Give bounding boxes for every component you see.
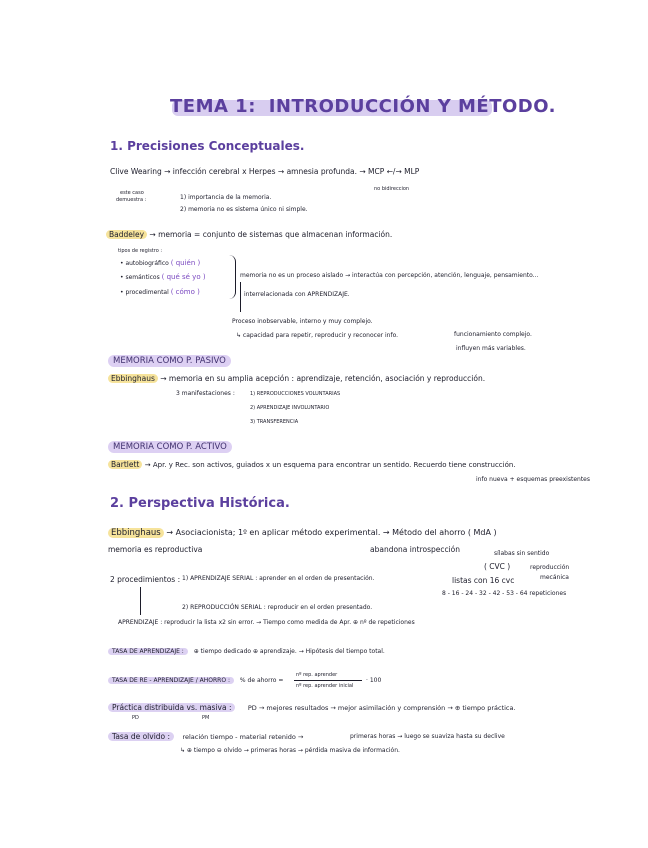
- pd-label: PD: [132, 715, 139, 721]
- activo-def: → Apr. y Rec. son activos, guiados x un esquema para encontrar un sentido. Recuerdo tiene construcción.: [144, 461, 516, 469]
- proceso-3: Proceso inobservable, interno y muy complejo.: [232, 318, 373, 325]
- bracket: [229, 255, 236, 299]
- tipos-registro: tipos de registro :: [118, 248, 163, 254]
- repro: reproducción: [530, 564, 570, 571]
- proc-connector: [140, 587, 141, 615]
- tasa-re: [108, 677, 283, 684]
- pasivo-def: → memoria en su amplia acepción : aprendizaje, retención, asociación y reproducción.: [160, 374, 486, 383]
- ebb-1: → Asociacionista; 1º en aplicar método experimental. → Método del ahorro ( MdA ): [166, 528, 497, 537]
- olvido-2: primeras horas → luego se suaviza hasta su declive: [350, 733, 505, 740]
- proceso-6: influyen más variables.: [456, 345, 526, 352]
- section1-heading: 1. Precisiones Conceptuales.: [110, 139, 305, 153]
- tasa-apr-label: TASA DE APRENDIZAJE :: [108, 648, 188, 655]
- olvido: [108, 732, 303, 741]
- pasivo-manif: 3 manifestaciones :: [176, 390, 235, 397]
- pasivo-m2: 2) APRENDIZAJE INVOLUNTARIO: [250, 405, 330, 411]
- demuestra: demuestra :: [116, 197, 147, 203]
- page-title: [170, 96, 556, 117]
- proc-label: 2 procedimientos :: [110, 575, 181, 584]
- tasa-apr: [108, 648, 385, 655]
- clive-line: Clive Wearing → infección cerebral x Herpes → amnesia profunda. → MCP ←/→ MLP: [110, 167, 420, 176]
- activo-line: [108, 460, 516, 469]
- practica-text: PD → mejores resultados → mejor asimilación y comprensión → ⊕ tiempo práctica.: [247, 704, 516, 712]
- tipo-3: • procedimental ( cómo ): [120, 288, 200, 296]
- pasivo-m1: 1) REPRODUCCIONES VOLUNTARIAS: [250, 391, 341, 397]
- demuestra-2: 2) memoria no es sistema único ni simple.: [180, 206, 308, 213]
- tasa-re-den: nº rep. aprender inicial: [296, 683, 354, 689]
- este-caso: este caso: [120, 190, 144, 196]
- reps: 8 - 16 - 24 - 32 - 42 - 53 - 64 repeticiones: [442, 590, 567, 597]
- ebb-line: [108, 528, 497, 538]
- pasivo-line: [108, 374, 485, 383]
- listas: listas con 16 cvc: [452, 576, 515, 585]
- silabas: sílabas sin sentido: [494, 550, 550, 557]
- demuestra-1: 1) importancia de la memoria.: [180, 194, 272, 201]
- olvido-3: ↳ ⊕ tiempo ⊖ olvido → primeras horas → pérdida masiva de información.: [180, 747, 400, 754]
- proc-2: 2) REPRODUCCIÓN SERIAL : reproducir en el orden presentado.: [182, 604, 373, 611]
- section2-heading: 2. Perspectiva Histórica.: [110, 496, 290, 511]
- proceso-5: funcionamiento complejo.: [454, 331, 532, 338]
- activo-label: MEMORIA COMO P. ACTIVO: [108, 441, 232, 453]
- olvido-label: Tasa de olvido :: [108, 732, 174, 741]
- pasivo-m3: 3) TRANSFERENCIA: [250, 419, 299, 425]
- baddeley-line: [106, 230, 392, 239]
- activo-name: Bartlett: [108, 460, 142, 469]
- tasa-re-num: nº rep. aprender: [296, 672, 338, 678]
- proceso-2: interrelacionada con APRENDIZAJE.: [244, 291, 350, 298]
- practica: [108, 703, 516, 712]
- title-part1: TEMA 1:: [170, 96, 256, 117]
- tasa-re-pre: % de ahorro =: [239, 677, 284, 684]
- connector-line: [240, 282, 241, 312]
- ebb-name: Ebbinghaus: [108, 528, 164, 538]
- proceso-1: memoria no es un proceso aislado → interactúa con percepción, atención, lenguaje, pensamiento...: [240, 272, 539, 279]
- ebb-2: memoria es reproductiva: [108, 545, 203, 554]
- pm-label: PM: [202, 715, 210, 721]
- aprendizaje-line: APRENDIZAJE : reproducir la lista x2 sin error. → Tiempo como medida de Apr. ⊕ nº de repeticiones: [118, 619, 415, 626]
- cvc: ( CVC ): [484, 562, 511, 571]
- no-bidireccion: no bidireccion: [374, 186, 410, 192]
- title-part2: INTRODUCCIÓN Y MÉTODO.: [268, 96, 556, 117]
- practica-label: Práctica distribuida vs. masiva :: [108, 703, 235, 712]
- pasivo-label: MEMORIA COMO P. PASIVO: [108, 355, 231, 367]
- fraction-bar: [294, 680, 362, 681]
- proceso-4: ↳ capacidad para repetir, reproducir y reconocer info.: [236, 332, 399, 339]
- tipo-2: • semánticos ( qué sé yo ): [120, 273, 206, 281]
- tasa-re-label: TASA DE RE - APRENDIZAJE / AHORRO :: [108, 677, 234, 684]
- mecanica: mecánica: [540, 574, 569, 581]
- ebb-3: abandona introspección: [370, 545, 461, 554]
- baddeley-name: Baddeley: [106, 230, 147, 239]
- baddeley-def: → memoria = conjunto de sistemas que almacenan información.: [149, 230, 393, 239]
- tasa-apr-text: ⊕ tiempo dedicado ⊕ aprendizaje. → Hipótesis del tiempo total.: [193, 648, 385, 655]
- olvido-1: relación tiempo - material retenido →: [182, 733, 304, 741]
- proc-1: 1) APRENDIZAJE SERIAL : aprender en el orden de presentación.: [182, 575, 375, 582]
- pasivo-name: Ebbinghaus: [108, 374, 158, 383]
- tasa-re-post: · 100: [366, 677, 382, 684]
- tipo-1: • autobiográfico ( quién ): [120, 259, 201, 267]
- activo-def2: info nueva + esquemas preexistentes: [476, 476, 590, 483]
